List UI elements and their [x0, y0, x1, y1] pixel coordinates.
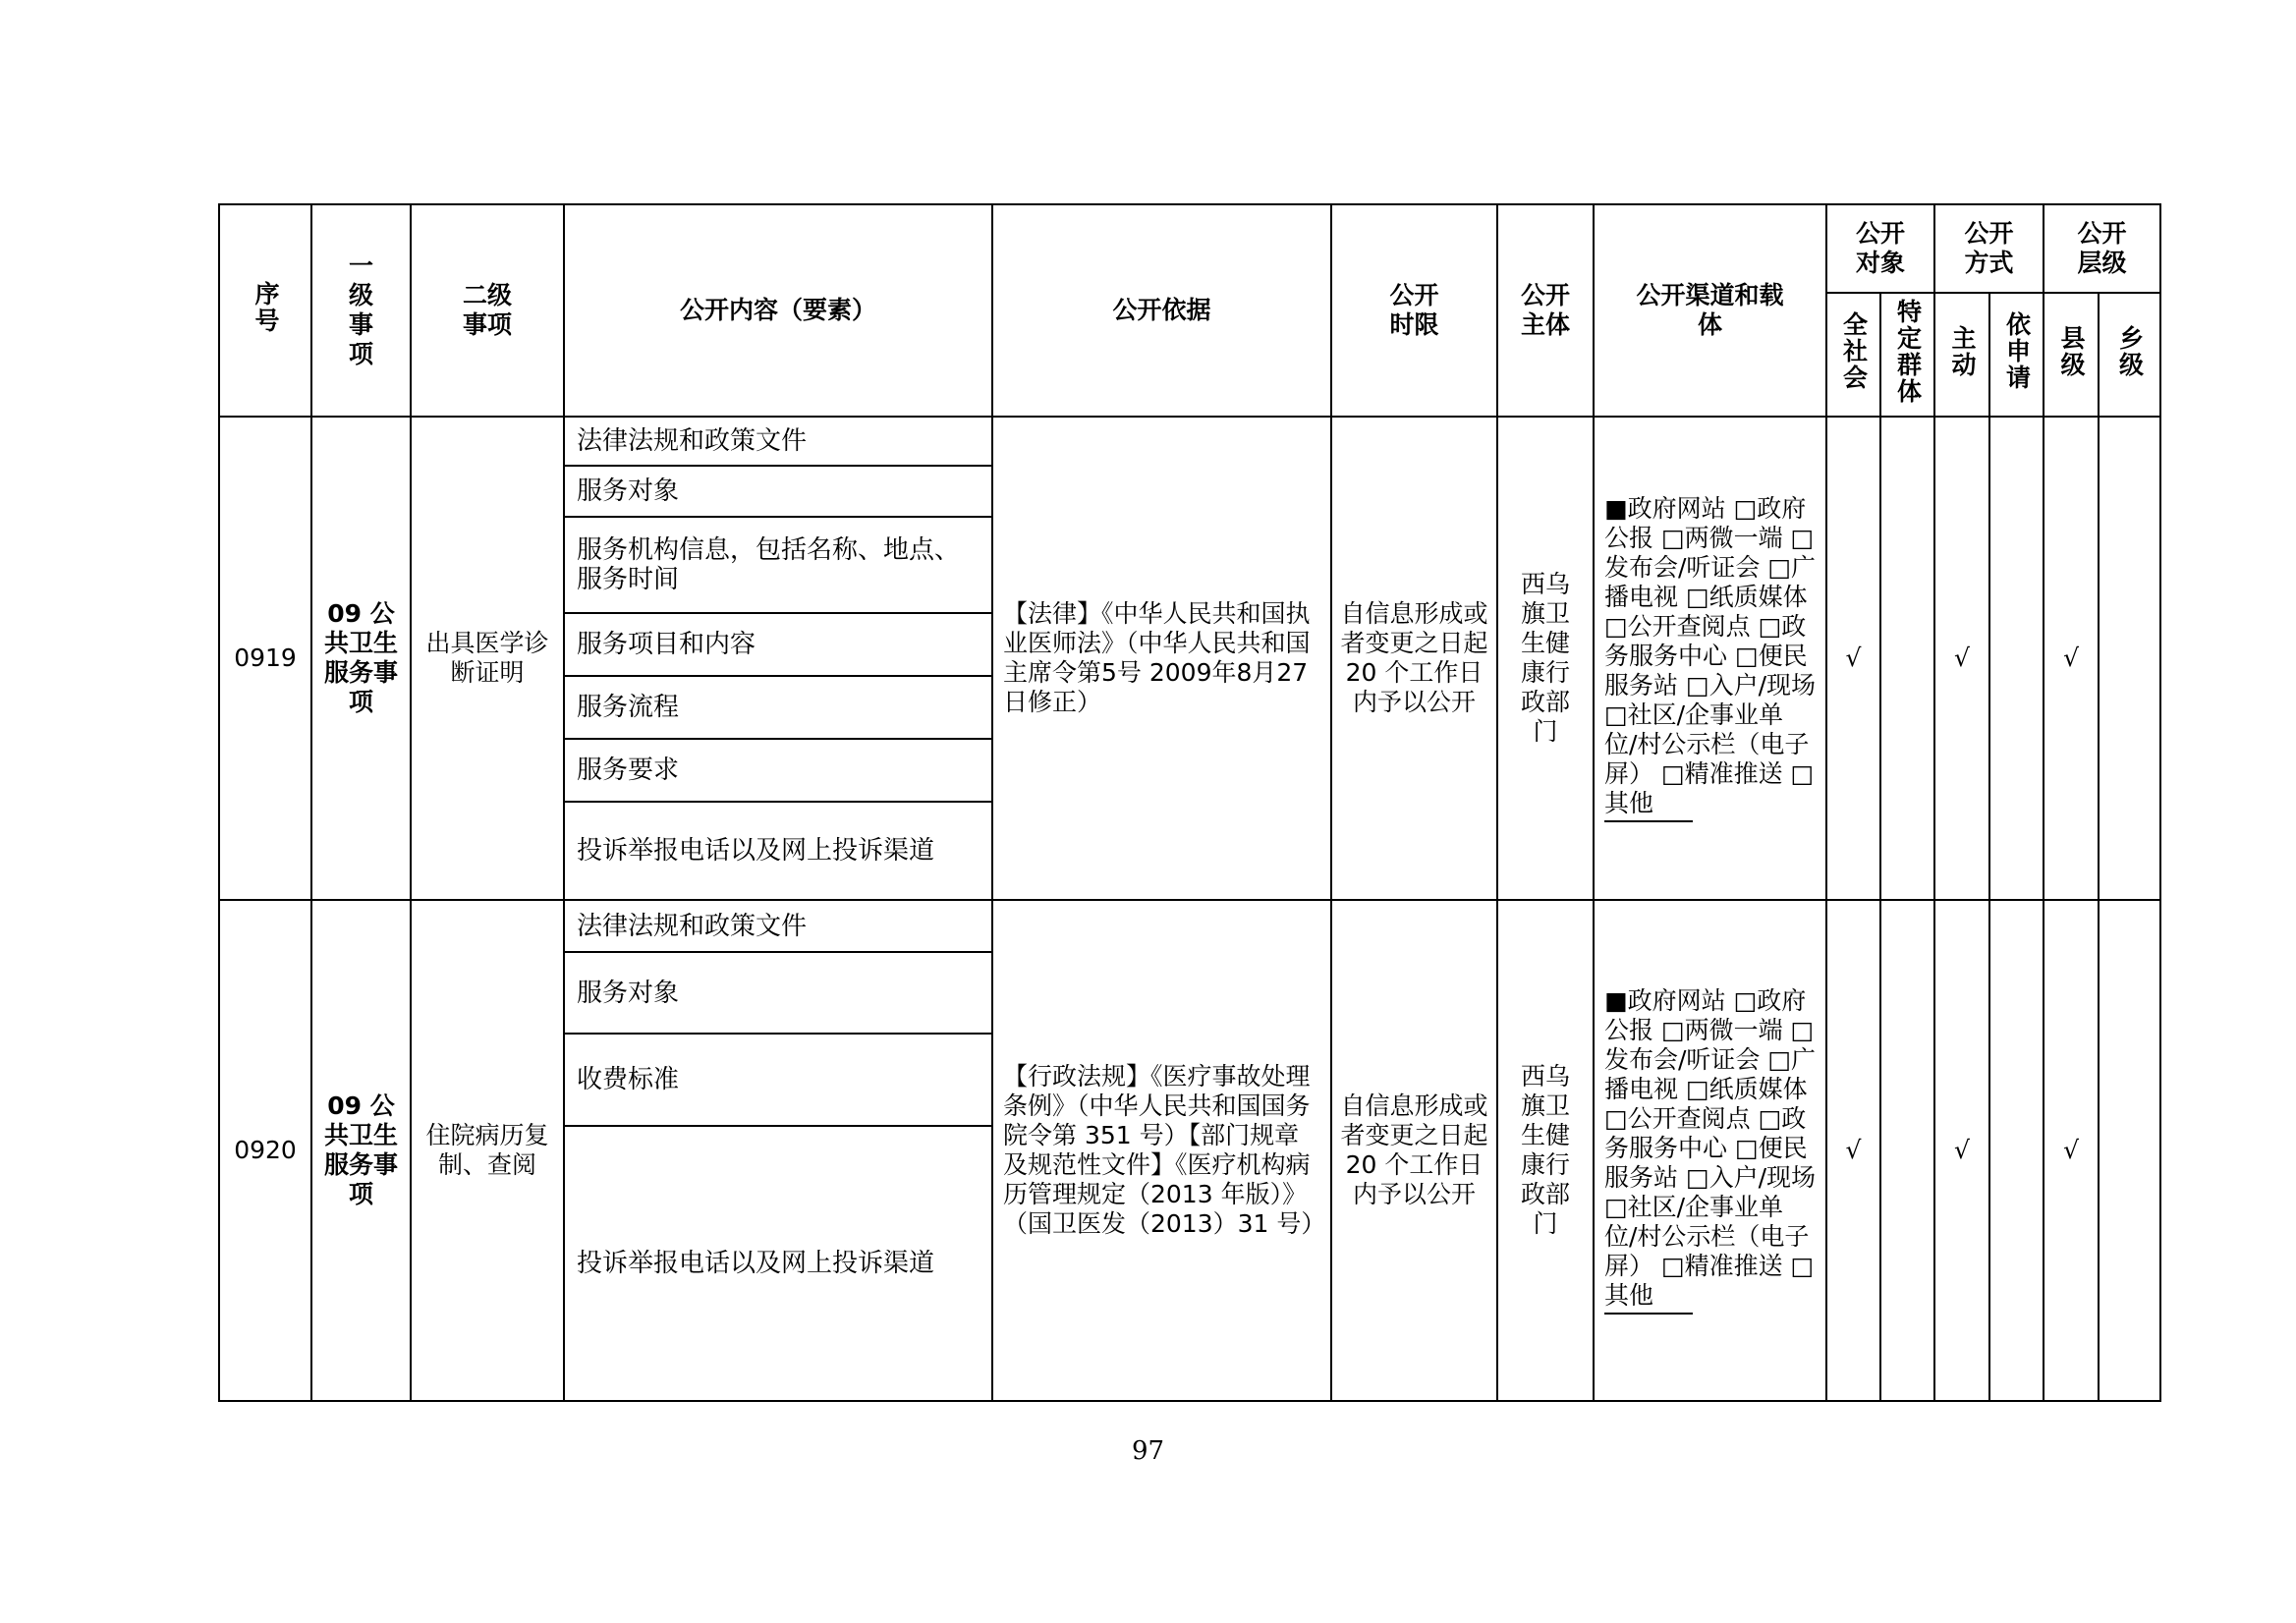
channel-other-underline: [1604, 820, 1693, 822]
row-basis: 【法律】《中华人民共和国执业医师法》（中华人民共和国主席令第5号 2009年8月27日修正）: [992, 417, 1331, 900]
row-level2: 出具医学诊断证明: [411, 417, 564, 900]
channel-other-underline: [1604, 1313, 1693, 1315]
content-item: 收费标准: [565, 1034, 991, 1126]
header-level1: 一级事项: [311, 204, 411, 417]
header-basis: 公开依据: [992, 204, 1331, 417]
row-county-check: √: [2044, 417, 2099, 900]
row-contents: [564, 900, 992, 1401]
content-item: 法律法规和政策文件: [565, 418, 991, 466]
row-all-society-check: √: [1826, 417, 1880, 900]
content-item: 服务机构信息，包括名称、地点、服务时间: [565, 517, 991, 613]
content-item: 服务对象: [565, 952, 991, 1034]
row-specific-group-check: [1880, 417, 1934, 900]
row-time-limit: 自信息形成或者变更之日起 20 个工作日内予以公开: [1331, 900, 1497, 1401]
channel-text: ■政府网站 □政府公报 □两微一端 □发布会/听证会 □广播电视 □纸质媒体 □公开查阅点 □政务服务中心 □便民服务站 □入户/现场 □社区/企事业单位/村公示栏（电子屏） □精准推送 □其他: [1604, 986, 1816, 1310]
row-channel: [1594, 417, 1826, 900]
row-seq: 0920: [219, 900, 311, 1401]
row-township-check: [2099, 417, 2160, 900]
content-item: 法律法规和政策文件: [565, 901, 991, 952]
header-content: 公开内容（要素）: [564, 204, 992, 417]
content-item: 投诉举报电话以及网上投诉渠道: [577, 1249, 935, 1278]
channel-text: ■政府网站 □政府公报 □两微一端 □发布会/听证会 □广播电视 □纸质媒体 □公开查阅点 □政务服务中心 □便民服务站 □入户/现场 □社区/企事业单位/村公示栏（电子屏） □精准推送 □其他: [1604, 494, 1816, 817]
row-subject: 西乌旗卫生健康行政部门: [1497, 900, 1594, 1401]
header-audience: 公开对象: [1826, 204, 1934, 293]
row-subject: 西乌旗卫生健康行政部门: [1497, 417, 1594, 900]
table-row: [219, 417, 2160, 900]
header-tier-township: 乡级: [2099, 293, 2160, 417]
row-contents: [564, 417, 992, 900]
header-audience-specific: 特定群体: [1880, 293, 1934, 417]
disclosure-table: [218, 203, 2161, 1402]
content-item: 服务要求: [565, 739, 991, 802]
page-number: 97: [1131, 1436, 1165, 1466]
header-seq: 序号: [219, 204, 311, 417]
row-on-request-check: [1989, 900, 2044, 1401]
row-active-check: √: [1934, 417, 1989, 900]
content-item: 投诉举报电话以及网上投诉渠道: [577, 836, 935, 866]
header-subject: 公开主体: [1497, 204, 1594, 417]
row-time-limit: 自信息形成或者变更之日起 20 个工作日内予以公开: [1331, 417, 1497, 900]
row-channel: [1594, 900, 1826, 1401]
header-method-request: 依申请: [1989, 293, 2044, 417]
row-seq: 0919: [219, 417, 311, 900]
header-tier: 公开层级: [2044, 204, 2160, 293]
row-all-society-check: √: [1826, 900, 1880, 1401]
row-township-check: [2099, 900, 2160, 1401]
row-county-check: √: [2044, 900, 2099, 1401]
row-specific-group-check: [1880, 900, 1934, 1401]
header-method-active: 主动: [1934, 293, 1989, 417]
header-audience-all: 全社会: [1826, 293, 1880, 417]
header-tier-county: 县级: [2044, 293, 2099, 417]
header-level2: 二级事项: [411, 204, 564, 417]
content-item: 服务项目和内容: [565, 613, 991, 676]
row-on-request-check: [1989, 417, 2044, 900]
header-time-limit: 公开时限: [1331, 204, 1497, 417]
row-level1: 09 公共卫生服务事项: [311, 900, 411, 1401]
disclosure-table-sheet: [218, 203, 2159, 1402]
row-level1: 09 公共卫生服务事项: [311, 417, 411, 900]
header-row-top: [219, 204, 2160, 293]
row-basis: 【行政法规】《医疗事故处理条例》（中华人民共和国国务院令第 351 号）【部门规章及规范性文件】《医疗机构病历管理规定（2013 年版）》（国卫医发（2013）31 号）: [992, 900, 1331, 1401]
row-active-check: √: [1934, 900, 1989, 1401]
content-item: 服务流程: [565, 676, 991, 739]
row-level2: 住院病历复制、查阅: [411, 900, 564, 1401]
table-row: [219, 900, 2160, 1401]
header-method: 公开方式: [1934, 204, 2044, 293]
header-channel: 公开渠道和载体: [1594, 204, 1826, 417]
content-item: 服务对象: [565, 466, 991, 517]
